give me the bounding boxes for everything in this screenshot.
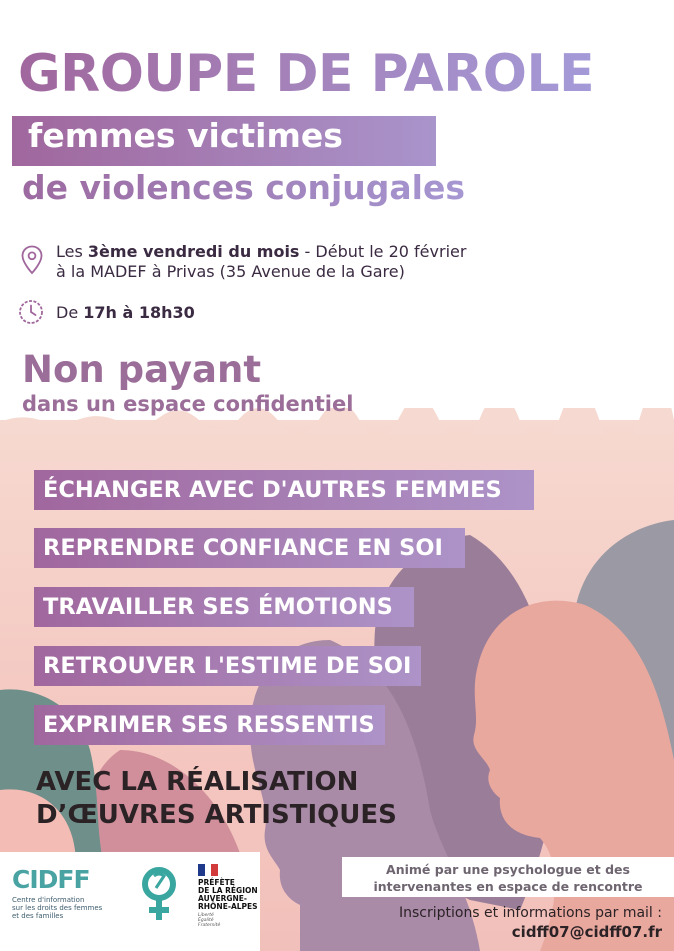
contact-label: Inscriptions et informations par mail : <box>398 905 662 921</box>
french-flag-icon <box>198 864 218 876</box>
activity-band-5: EXPRIMER SES RESSENTIS <box>34 705 385 745</box>
activity-band-2: REPRENDRE CONFIANCE EN SOI <box>34 528 465 568</box>
free-subheading: dans un espace confidentiel <box>22 392 354 416</box>
schedule-line: Les 3ème vendredi du mois - Début le 20 février <box>56 242 467 261</box>
marianne-logo: PRÉFÈTE DE LA RÉGION AUVERGNE- RHÔNE-ALPES Liberté Égalité Fraternité <box>198 864 258 948</box>
women-symbol-logo <box>136 862 182 926</box>
cidff-logo: CIDFF Centre d'information sur les droits des femmes et des familles <box>12 866 122 946</box>
time-line: De 17h à 18h30 <box>56 303 195 322</box>
activity-band-4: RETROUVER L'ESTIME DE SOI <box>34 646 421 686</box>
cidff-logo-text: CIDFF <box>12 865 90 894</box>
clock-icon <box>18 299 44 325</box>
facilitator-note: Animé par une psychologue et des intervenantes en espace de rencontre <box>342 857 674 897</box>
subtitle-line1: femmes victimes <box>28 116 343 155</box>
activity-band-1: ÉCHANGER AVEC D'AUTRES FEMMES <box>34 470 534 510</box>
free-heading: Non payant <box>22 348 262 391</box>
contact-email[interactable]: cidff07@cidff07.fr <box>511 923 662 941</box>
artistic-line1: AVEC LA RÉALISATION <box>36 767 359 797</box>
location-pin-icon <box>20 245 44 275</box>
artistic-works-heading <box>36 766 397 832</box>
activity-band-3: TRAVAILLER SES ÉMOTIONS <box>34 587 414 627</box>
address-line: à la MADEF à Privas (35 Avenue de la Gare) <box>56 262 405 281</box>
subtitle-line2: de violences conjugales <box>22 168 466 207</box>
page-title: GROUPE DE PAROLE <box>18 44 595 104</box>
artistic-line2: D’ŒUVRES ARTISTIQUES <box>36 800 397 830</box>
